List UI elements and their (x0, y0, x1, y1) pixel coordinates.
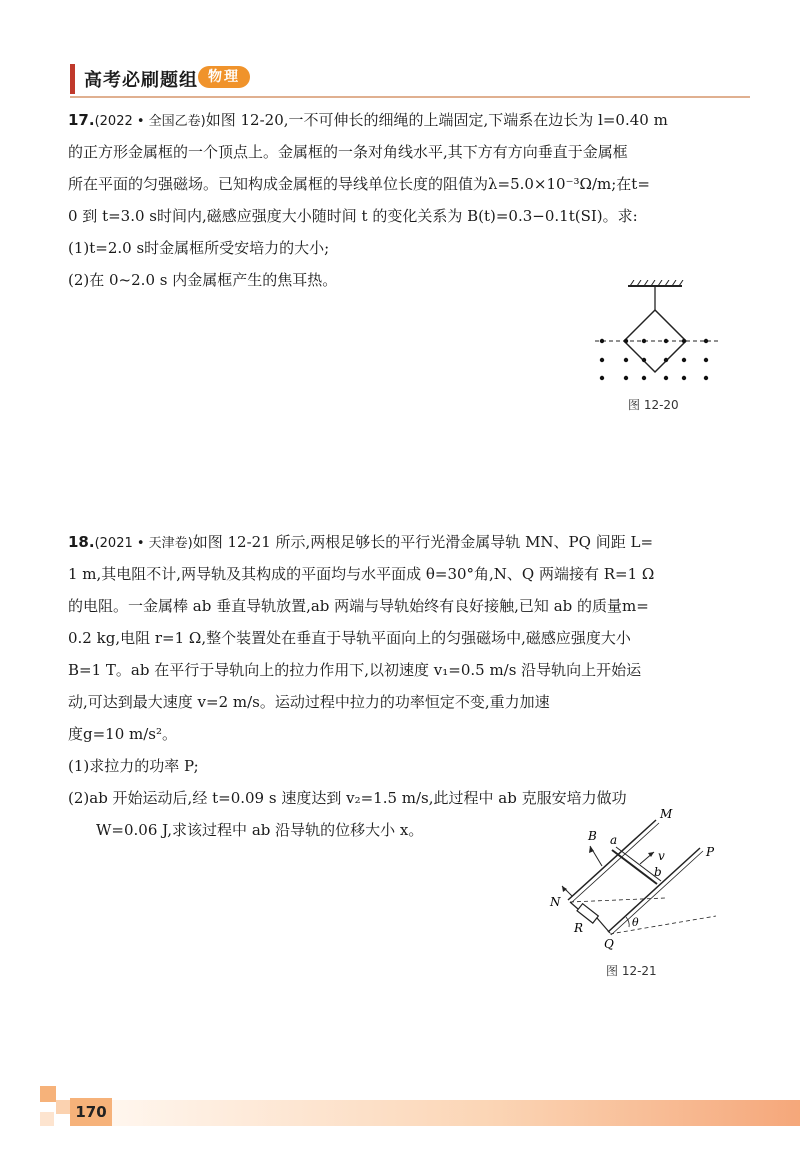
rail-pq-inner (611, 851, 703, 935)
label-b: B (588, 829, 597, 843)
problem-18-line-5: B=1 T。ab 在平行于导轨向上的拉力作用下,以初速度 v₁=0.5 m/s 沿导轨向上开始运 (68, 661, 642, 679)
problem-18 (68, 526, 730, 846)
problem-17-number: 17. (68, 111, 95, 129)
label-q: Q (604, 937, 614, 951)
figure-12-21-caption: 图 12-21 (606, 964, 657, 978)
problem-18-line-7: 度g=10 m/s²。 (68, 725, 178, 743)
header-title: 高考必刷题组 (84, 70, 198, 91)
problem-18-number: 18. (68, 533, 95, 551)
connector-n (570, 902, 578, 909)
problem-18-line-6: 动,可达到最大速度 v=2 m/s。运动过程中拉力的功率恒定不变,重力加速 (68, 693, 550, 711)
figure-12-21 (540, 806, 730, 956)
figure-12-20 (580, 280, 730, 390)
horizontal-ref-q (610, 916, 716, 934)
label-b-end: b (654, 865, 662, 879)
figure-12-20-caption: 图 12-20 (628, 398, 679, 412)
footer-band (112, 1100, 800, 1126)
rail-mn (568, 820, 656, 900)
magnetic-field-dots (600, 339, 708, 380)
label-m: M (660, 807, 673, 821)
page-header (70, 64, 750, 94)
label-p: P (706, 845, 715, 859)
problem-18-line-2: 1 m,其电阻不计,两导轨及其构成的平面均与水平面成 θ=30°角,N、Q 两端接有 R=1 Ω (68, 565, 655, 583)
problem-17-line-1 (68, 104, 730, 136)
problem-17 (68, 104, 730, 296)
page-number: 170 (70, 1098, 112, 1126)
problem-18-sub-2a: (2)ab 开始运动后,经 t=0.09 s 速度达到 v₂=1.5 m/s,此过程中 ab 克服安培力做功 (68, 789, 627, 807)
problem-17-line-4: 0 到 t=3.0 s时间内,磁感应强度大小随时间 t 的变化关系为 B(t)=0.3−0.1t(SI)。求: (68, 207, 638, 225)
problem-17-line-3: 所在平面的匀强磁场。已知构成金属框的导线单位长度的阻值为λ=5.0×10⁻³Ω/m;在t= (68, 175, 650, 193)
problem-18-line-3: 的电阻。一金属棒 ab 垂直导轨放置,ab 两端与导轨始终有良好接触,已知 ab 的质量m= (68, 597, 649, 615)
problem-18-source: (2021 • 天津卷) (94, 536, 193, 551)
field-arrowhead-n (562, 886, 567, 892)
problem-17-line-2: 的正方形金属框的一个顶点上。金属框的一条对角线水平,其下方有方向垂直于金属框 (68, 143, 628, 161)
label-n: N (550, 895, 561, 909)
problem-17-sub-2: (2)在 0~2.0 s 内金属框产生的焦耳热。 (68, 271, 338, 289)
problem-17-sub-1: (1)t=2.0 s时金属框所受安培力的大小; (68, 239, 330, 257)
label-v: v (658, 849, 665, 863)
rail-pq (608, 848, 700, 932)
header-divider (70, 96, 750, 98)
problem-18-sub-1: (1)求拉力的功率 P; (68, 757, 199, 775)
problem-18-line-4: 0.2 kg,电阻 r=1 Ω,整个装置处在垂直于导轨平面向上的匀强磁场中,磁感应强度大小 (68, 629, 631, 647)
problem-18-text: 如图 12-21 所示,两根足够长的平行光滑金属导轨 MN、PQ 间距 L= (192, 533, 654, 551)
label-a: a (610, 833, 618, 847)
header-accent-bar (70, 64, 75, 94)
label-r: R (574, 921, 584, 935)
ceiling (628, 280, 683, 286)
problem-18-sub-2b: W=0.06 J,求该过程中 ab 沿导轨的位移大小 x。 (96, 821, 424, 839)
label-theta: θ (632, 916, 639, 929)
problem-17-source: (2022 • 全国乙卷) (94, 114, 206, 129)
horizontal-ref-n (570, 898, 665, 902)
subject-badge: 物理 (198, 66, 250, 88)
problem-17-text: 如图 12-20,一不可伸长的细绳的上端固定,下端系在边长为 l=0.40 m (205, 111, 668, 129)
connector-q (597, 918, 610, 933)
problem-18-line-1 (68, 526, 730, 558)
